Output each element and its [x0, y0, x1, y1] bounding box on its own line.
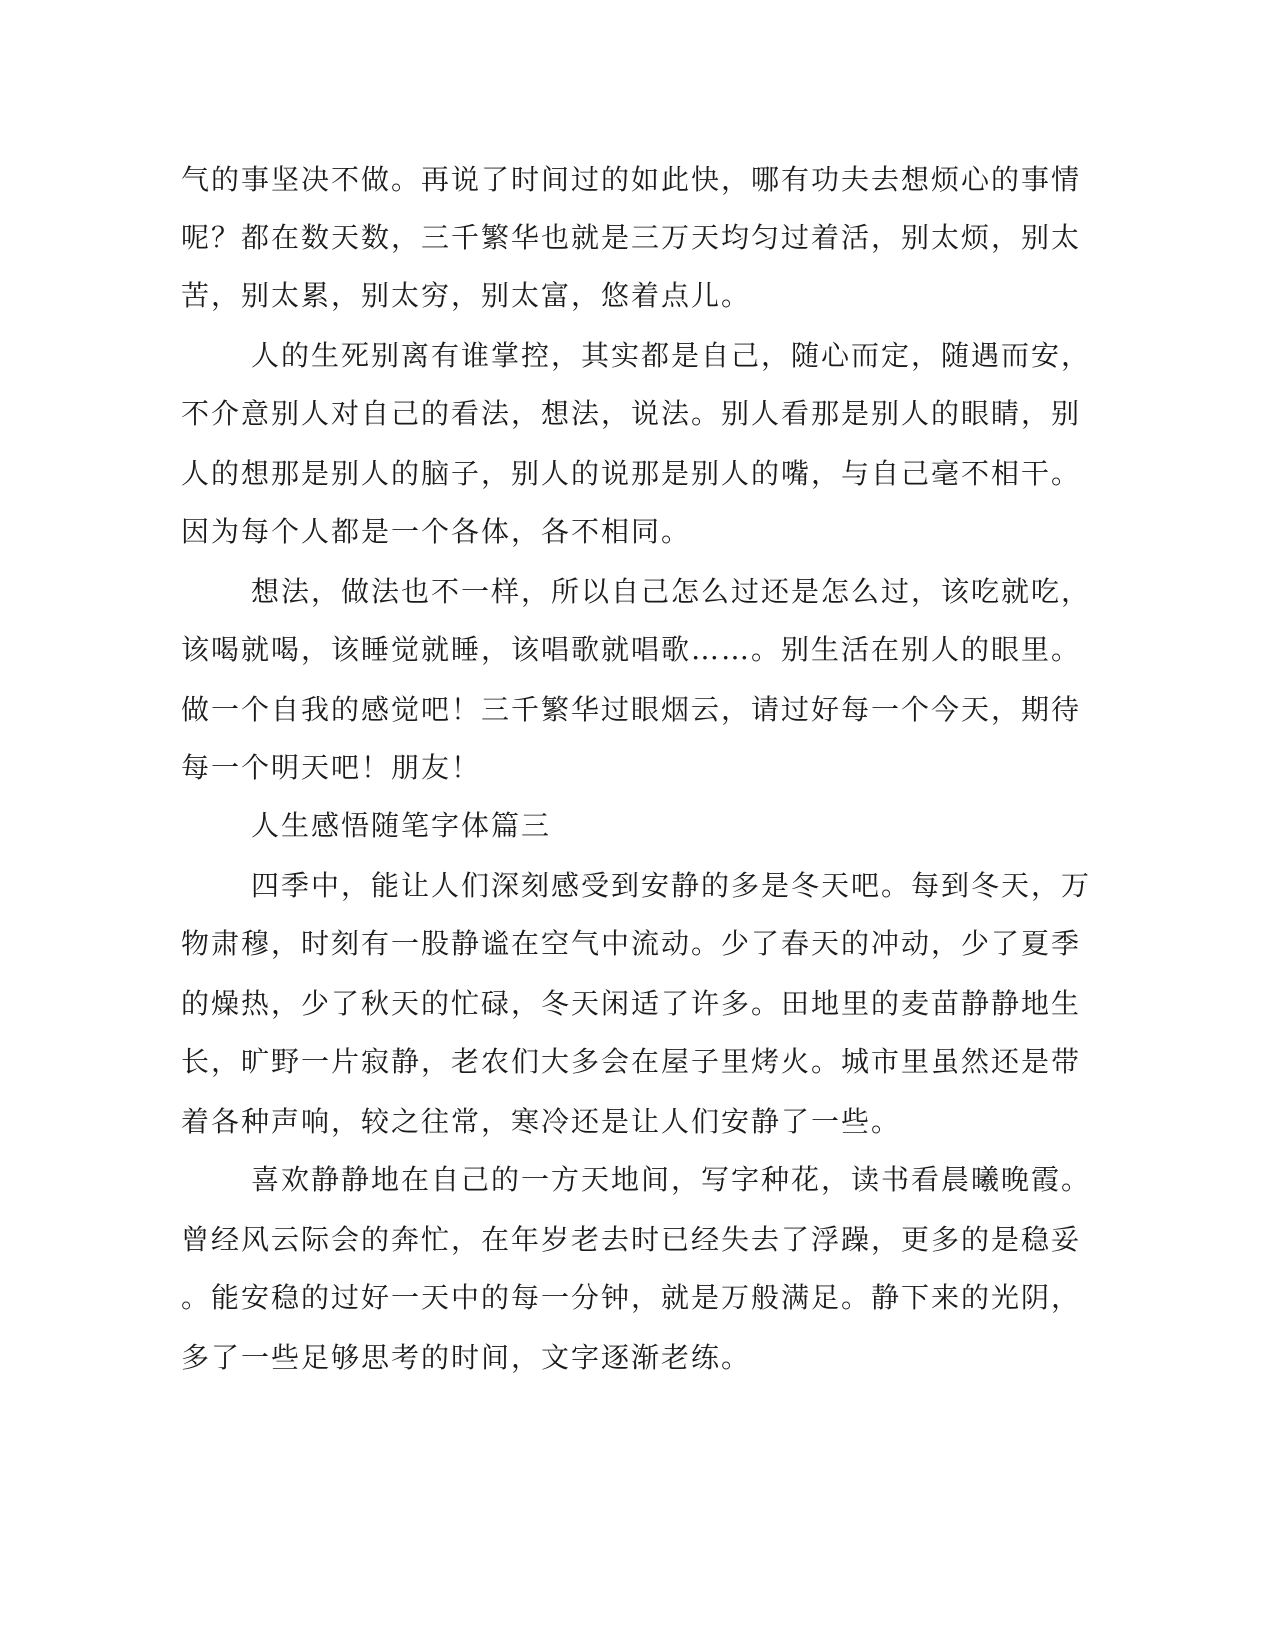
text-line: 人的想那是别人的脑子，别人的说那是别人的嘴，与自己毫不相干。 — [181, 457, 1082, 490]
text-line: 曾经风云际会的奔忙，在年岁老去时已经失去了浮躁，更多的是稳妥 — [181, 1223, 1082, 1256]
text-line: 每一个明天吧！朋友！ — [181, 751, 482, 784]
paragraph-first-line: 四季中，能让人们深刻感受到安静的多是冬天吧。每到冬天，万 — [251, 869, 1092, 902]
text-line: 长，旷野一片寂静，老农们大多会在屋子里烤火。城市里虽然还是带 — [181, 1045, 1082, 1078]
text-line: 呢？都在数天数，三千繁华也就是三万天均匀过着活，别太烦，别太 — [181, 221, 1082, 254]
text-line: 物肃穆，时刻有一股静谧在空气中流动。少了春天的冲动，少了夏季 — [181, 927, 1082, 960]
text-line: 着各种声响，较之往常，寒冷还是让人们安静了一些。 — [181, 1105, 902, 1138]
text-line: 的燥热，少了秋天的忙碌，冬天闲适了许多。田地里的麦苗静静地生 — [181, 987, 1082, 1020]
text-line: 。能安稳的过好一天中的每一分钟，就是万般满足。静下来的光阴， — [181, 1281, 1082, 1314]
paragraph-first-line: 想法，做法也不一样，所以自己怎么过还是怎么过，该吃就吃， — [251, 575, 1092, 608]
text-line: 该喝就喝，该睡觉就睡，该唱歌就唱歌……。别生活在别人的眼里。 — [181, 633, 1082, 666]
paragraph-first-line: 喜欢静静地在自己的一方天地间，写字种花，读书看晨曦晚霞。 — [251, 1163, 1092, 1196]
text-line: 多了一些足够思考的时间，文字逐渐老练。 — [181, 1341, 752, 1374]
section-heading: 人生感悟随笔字体篇三 — [251, 809, 552, 842]
text-line: 不介意别人对自己的看法，想法，说法。别人看那是别人的眼睛，别 — [181, 397, 1082, 430]
text-line: 做一个自我的感觉吧！三千繁华过眼烟云，请过好每一个今天，期待 — [181, 693, 1082, 726]
text-line: 因为每个人都是一个各体，各不相同。 — [181, 515, 692, 548]
text-line: 气的事坚决不做。再说了时间过的如此快，哪有功夫去想烦心的事情 — [181, 163, 1082, 196]
paragraph-first-line: 人的生死别离有谁掌控，其实都是自己，随心而定，随遇而安， — [251, 339, 1092, 372]
text-line: 苦，别太累，别太穷，别太富，悠着点儿。 — [181, 279, 752, 312]
